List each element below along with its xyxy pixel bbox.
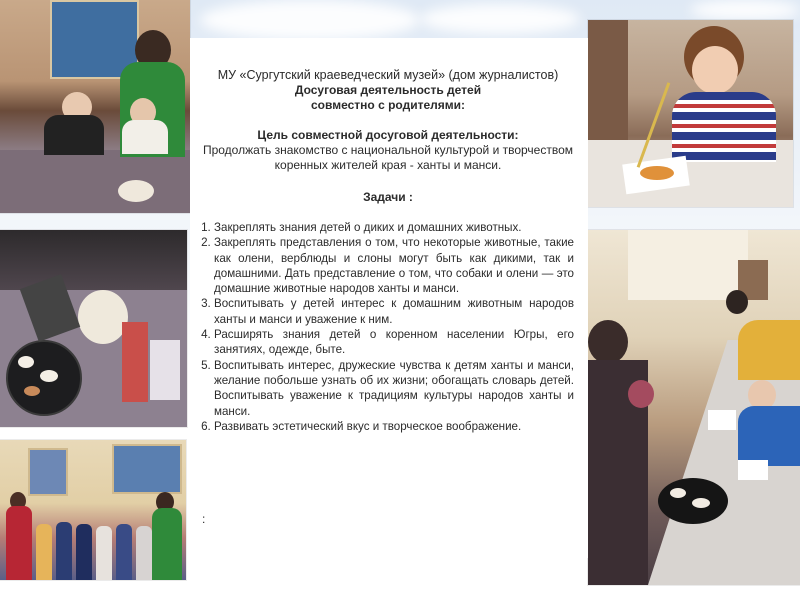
craft-piece (640, 166, 674, 180)
task-item: 5. Воспитывать интерес, дружеские чувства к детям ханты и манси, желание побольше узнать об их жизни; обогащать словарь детей. Воспитывать уважение к традициям культуры народов ханты и манси. (214, 358, 574, 419)
boy-face (692, 46, 738, 94)
person-red-outfit (6, 506, 32, 580)
person-yellow-top (738, 320, 800, 380)
child-blue (738, 406, 800, 466)
photo-families-at-table (588, 230, 800, 585)
paper (738, 460, 768, 480)
person-head (726, 290, 748, 314)
chair-back (588, 20, 628, 140)
activity-title: Досуговая деятельность детей (294, 83, 482, 97)
craft-figure (692, 498, 710, 508)
craft-figure (24, 386, 40, 396)
box (122, 322, 148, 402)
task-item: 4. Расширять знания детей о коренном населении Югры, его занятиях, одежде, быте. (214, 327, 574, 358)
craft-figure (18, 356, 34, 368)
wall-picture (112, 444, 182, 494)
child (76, 524, 92, 580)
trailing-colon: : (202, 512, 206, 526)
table (0, 150, 190, 213)
boy-striped-sweater (672, 92, 776, 162)
goal-text: Продолжать знакомство с национальной культурой и творчеством коренных жителей края - ханты и манси. (202, 143, 574, 172)
ceiling (628, 230, 748, 300)
cloud (420, 4, 580, 34)
museum-name: МУ «Сургутский краеведческий музей» (дом журналистов) (217, 68, 559, 82)
photo-children-crafting (0, 0, 190, 213)
wall-picture (28, 448, 68, 496)
paper (708, 410, 736, 430)
child-body (44, 115, 104, 155)
activity-subtitle: совместно с родителями: (310, 98, 465, 112)
toy-plush (78, 290, 128, 344)
tasks-title: Задачи : (363, 190, 413, 204)
goal-title: Цель совместной досуговой деятельности: (257, 128, 519, 142)
photo-boy-painting (588, 20, 793, 207)
child (36, 524, 52, 580)
task-item: 2. Закреплять представления о том, что некоторые животные, такие как олени, верблюды и слоны могут быть как дикими, так и домашними. Дать представление о том, что собаки и олени — это домашние животные народов ханты и манси. (214, 235, 574, 296)
photo-group-of-children (0, 440, 186, 580)
tasks-list (202, 220, 574, 434)
child (96, 526, 112, 580)
person-head (588, 320, 628, 364)
task-item: 3. Воспитывать у детей интерес к домашним животным народов ханты и манси и уважение к ним. (214, 296, 574, 327)
cloud (200, 0, 420, 40)
header (202, 68, 574, 113)
craft-figure (40, 370, 58, 382)
photo-crafts-on-table (0, 230, 187, 427)
craft-piece (118, 180, 154, 202)
child-head (628, 380, 654, 408)
text-panel (190, 38, 588, 558)
child (116, 524, 132, 580)
craft-figure (670, 488, 686, 498)
cloud (690, 0, 800, 20)
task-item: 6. Развивать эстетический вкус и творческое воображение. (214, 419, 574, 434)
guide-green-dress (152, 508, 182, 580)
child (136, 526, 152, 580)
task-item: 1. Закреплять знания детей о диких и домашних животных. (214, 220, 574, 235)
box (150, 340, 180, 400)
child-body (122, 120, 168, 154)
child (56, 522, 72, 580)
